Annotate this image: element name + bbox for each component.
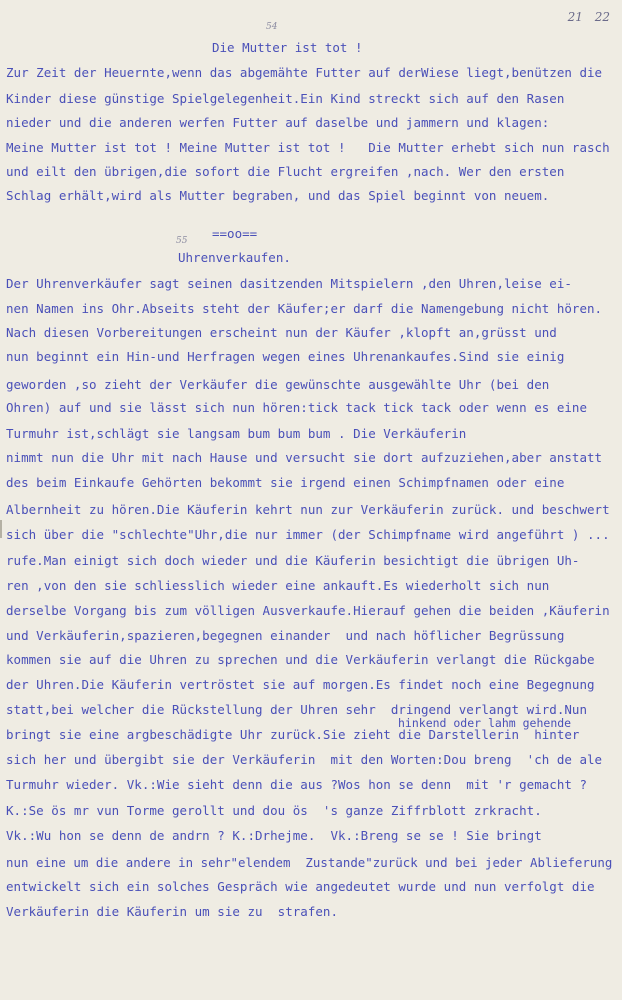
text-line: Meine Mutter ist tot ! Meine Mutter ist tot ! Die Mutter erhebt sich nun rasch [6,140,610,155]
text-line: Turmuhr ist,schlägt sie langsam bum bum bum . Die Verkäuferin [6,426,467,441]
text-line: Kinder diese günstige Spielgelegenheit.Ein Kind streckt sich auf den Rasen [6,91,565,106]
text-line: kommen sie auf die Uhren zu sprechen und die Verkäuferin verlangt die Rückgabe [6,652,595,667]
text-line: nen Namen ins Ohr.Abseits steht der Käufer;er darf die Namengebung nicht hören. [6,301,603,316]
text-line: und Verkäuferin,spazieren,begegnen einander und nach höflicher Begrüssung [6,628,565,643]
archive-marks [560,10,610,24]
handwritten-insertion: hinkend oder lahm gehende [398,716,572,730]
text-line: geworden ,so zieht der Verkäufer die gewünschte ausgewählte Uhr (bei den [6,377,550,392]
text-line: Zur Zeit der Heuernte,wenn das abgemähte Futter auf derWiese liegt,benützen die [6,65,603,80]
text-line: nun eine um die andere in sehr"elendem Zustande"zurück und bei jeder Ablieferung [6,855,613,870]
archive-mark-b: 22 [594,10,610,24]
text-line: nieder und die anderen werfen Futter auf daselbe und jammern und klagen: [6,115,550,130]
text-line: der Uhren.Die Käuferin vertröstet sie auf morgen.Es findet noch eine Begegnung [6,677,595,692]
text-line: entwickelt sich ein solches Gespräch wie angedeutet wurde und nun verfolgt die [6,879,595,894]
separator: ==oo== [212,226,258,241]
text-line: Der Uhrenverkäufer sagt seinen dasitzenden Mitspielern ,den Uhren,leise ei- [6,276,572,291]
page-number-2: 55 [176,236,188,246]
paper-edge-mark [0,520,2,538]
text-line: Nach diesen Vorbereitungen erscheint nun der Käufer ,klopft an,grüsst und [6,325,557,340]
text-line: und eilt den übrigen,die sofort die Flucht ergreifen ,nach. Wer den ersten [6,164,565,179]
text-line: des beim Einkaufe Gehörten bekommt sie irgend einen Schimpfnamen oder eine [6,475,565,490]
text-line: Vk.:Wu hon se denn de andrn ? K.:Drhejme. Vk.:Breng se se ! Sie bringt [6,828,542,843]
text-line: bringt sie eine argbeschädigte Uhr zurück.Sie zieht die Darstellerin hinter [6,727,580,742]
text-line: nun beginnt ein Hin-und Herfragen wegen eines Uhrenankaufes.Sind sie einig [6,349,565,364]
text-line: Turmuhr wieder. Vk.:Wie sieht denn die aus ?Wos hon se denn mit 'r gemacht ? [6,777,588,792]
text-line: Schlag erhält,wird als Mutter begraben, und das Spiel beginnt von neuem. [6,188,550,203]
page-number-1: 54 [266,22,278,32]
text-line: Verkäuferin die Käuferin um sie zu strafen. [6,904,339,919]
text-line: rufe.Man einigt sich doch wieder und die Käuferin besichtigt die übrigen Uh- [6,553,580,568]
text-line: K.:Se ös mr vun Torme gerollt und dou ös 's ganze Ziffrblott zrkracht. [6,803,542,818]
section-title-1: Die Mutter ist tot ! [212,40,363,55]
text-line: sich her und übergibt sie der Verkäuferin mit den Worten:Dou breng 'ch de ale [6,752,603,767]
text-line: nimmt nun die Uhr mit nach Hause und versucht sie dort aufzuziehen,aber anstatt [6,450,603,465]
text-line: sich über die "schlechte"Uhr,die nur immer (der Schimpfname wird angeführt ) ... [6,527,610,542]
text-line: statt,bei welcher die Rückstellung der Uhren sehr dringend verlangt wird.Nun [6,702,588,717]
text-line: Ohren) auf und sie lässt sich nun hören:tick tack tick tack oder wenn es eine [6,400,588,415]
text-line: ren ,von den sie schliesslich wieder eine ankauft.Es wiederholt sich nun [6,578,550,593]
text-line: Albernheit zu hören.Die Käuferin kehrt nun zur Verkäuferin zurück. und beschwert [6,502,610,517]
section-title-2: Uhrenverkaufen. [178,250,291,265]
archive-mark-a: 21 [567,10,583,24]
text-line: derselbe Vorgang bis zum völligen Ausverkaufe.Hierauf gehen die beiden ,Käuferin [6,603,610,618]
